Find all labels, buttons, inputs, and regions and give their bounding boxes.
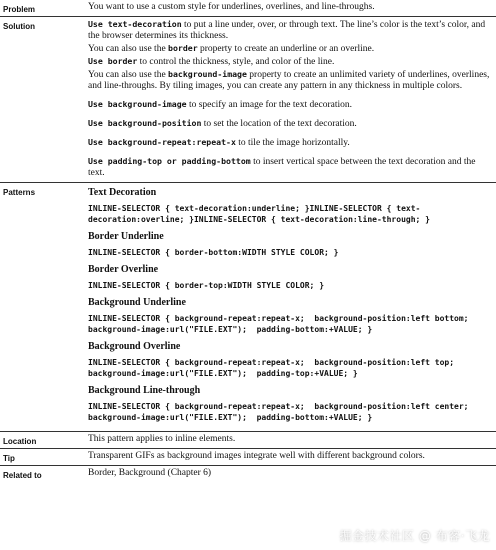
property-border: border bbox=[168, 43, 198, 53]
solution-paragraph-6 bbox=[88, 118, 493, 130]
solution-p8-text: to insert vertical space between the text decoration and the text. bbox=[88, 157, 476, 178]
property-background-repeat: Use background-repeat:repeat-x bbox=[88, 137, 236, 147]
pattern-heading: Text Decoration bbox=[88, 187, 157, 198]
patterns-content bbox=[83, 183, 496, 432]
row-solution bbox=[0, 17, 496, 183]
property-padding-top: padding-top bbox=[107, 156, 162, 166]
solution-content bbox=[83, 17, 496, 183]
row-related bbox=[0, 466, 496, 483]
pattern-code: INLINE-SELECTOR { background-repeat:repeat-x; background-position:left top; background-image:url("FILE.EXT"); padding-top:+VALUE; } bbox=[88, 358, 459, 378]
tip-text bbox=[83, 449, 496, 466]
row-patterns bbox=[0, 183, 496, 432]
row-tip bbox=[0, 449, 496, 466]
solution-p5-text: to specify an image for the text decoration. bbox=[186, 100, 352, 110]
tip-label: Tip bbox=[3, 454, 15, 463]
solution-paragraph-1 bbox=[88, 19, 493, 42]
watermark: 掘金技术社区 @ 布客·飞龙 bbox=[339, 529, 490, 543]
pattern-heading: Background Line-through bbox=[88, 385, 201, 396]
pattern-heading: Border Overline bbox=[88, 264, 159, 275]
tip-paragraph: Transparent GIFs as background images integrate well with different background colors. bbox=[88, 451, 425, 461]
solution-paragraph-8 bbox=[88, 156, 493, 179]
location-label: Location bbox=[3, 437, 37, 446]
solution-label: Solution bbox=[3, 22, 35, 31]
pattern-code: INLINE-SELECTOR { background-repeat:repeat-x; background-position:left center; background-image:url("FILE.EXT"); padding-bottom:+VALUE; } bbox=[88, 402, 479, 422]
pattern-code: INLINE-SELECTOR { border-top:WIDTH STYLE COLOR; } bbox=[88, 281, 325, 290]
patterns-label: Patterns bbox=[3, 188, 36, 197]
row-location bbox=[0, 432, 496, 449]
solution-p1-text: to put a line under, over, or through text. The line’s color is the text’s color, and the browser determines its thickness. bbox=[88, 20, 486, 41]
pattern-heading: Background Underline bbox=[88, 297, 186, 308]
solution-p2-post: property to create an underline or an overline. bbox=[197, 44, 375, 54]
solution-p4-post: property to create an unlimited variety of underlines, overlines, and line-throughs. By tiling images, you can create any pattern in any thickness in multiple colors. bbox=[88, 70, 490, 91]
solution-p4-pre: You can also use the bbox=[88, 70, 169, 80]
property-use-border: Use border bbox=[88, 56, 138, 66]
related-text bbox=[83, 466, 496, 483]
solution-paragraph-5 bbox=[88, 99, 493, 111]
pattern-heading: Background Overline bbox=[88, 341, 181, 352]
location-paragraph: This pattern applies to inline elements. bbox=[88, 434, 236, 444]
solution-paragraph-7 bbox=[88, 137, 493, 149]
solution-p8-or: or bbox=[161, 156, 182, 166]
location-text bbox=[83, 432, 496, 449]
problem-label: Problem bbox=[3, 5, 36, 14]
problem-text bbox=[83, 0, 496, 17]
pattern-heading: Border Underline bbox=[88, 231, 164, 242]
pattern-code: INLINE-SELECTOR { background-repeat:repeat-x; background-position:left bottom; background-image:url("FILE.EXT"); padding-bottom:+VALUE; } bbox=[88, 314, 479, 334]
solution-p2-pre: You can also use the bbox=[88, 44, 169, 54]
solution-p6-text: to set the location of the text decoration. bbox=[201, 119, 357, 129]
property-padding-bottom: padding-bottom bbox=[181, 156, 251, 166]
property-background-position: Use background-position bbox=[88, 118, 202, 128]
solution-p7-text: to tile the image horizontally. bbox=[235, 138, 350, 148]
solution-p3-text: to control the thickness, style, and color of the line. bbox=[137, 57, 335, 67]
solution-paragraph-3 bbox=[88, 56, 493, 68]
related-paragraph: Border, Background (Chapter 6) bbox=[88, 468, 212, 478]
solution-p8-use: Use bbox=[88, 156, 108, 166]
pattern-code: INLINE-SELECTOR { border-bottom:WIDTH STYLE COLOR; } bbox=[88, 248, 339, 257]
solution-paragraph-2 bbox=[88, 43, 493, 55]
related-label: Related to bbox=[3, 471, 42, 480]
problem-paragraph: You want to use a custom style for underlines, overlines, and line-throughs. bbox=[88, 2, 375, 12]
row-problem bbox=[0, 0, 496, 17]
property-text-decoration: Use text-decoration bbox=[88, 19, 182, 29]
solution-paragraph-4 bbox=[88, 69, 493, 92]
pattern-code: INLINE-SELECTOR { text-decoration:underline; }INLINE-SELECTOR { text-decoration:overline; }INLINE-SELECTOR { text-decoration:line-through; } bbox=[88, 204, 430, 224]
property-background-image: background-image bbox=[168, 69, 247, 79]
property-use-background-image: Use background-image bbox=[88, 99, 187, 109]
